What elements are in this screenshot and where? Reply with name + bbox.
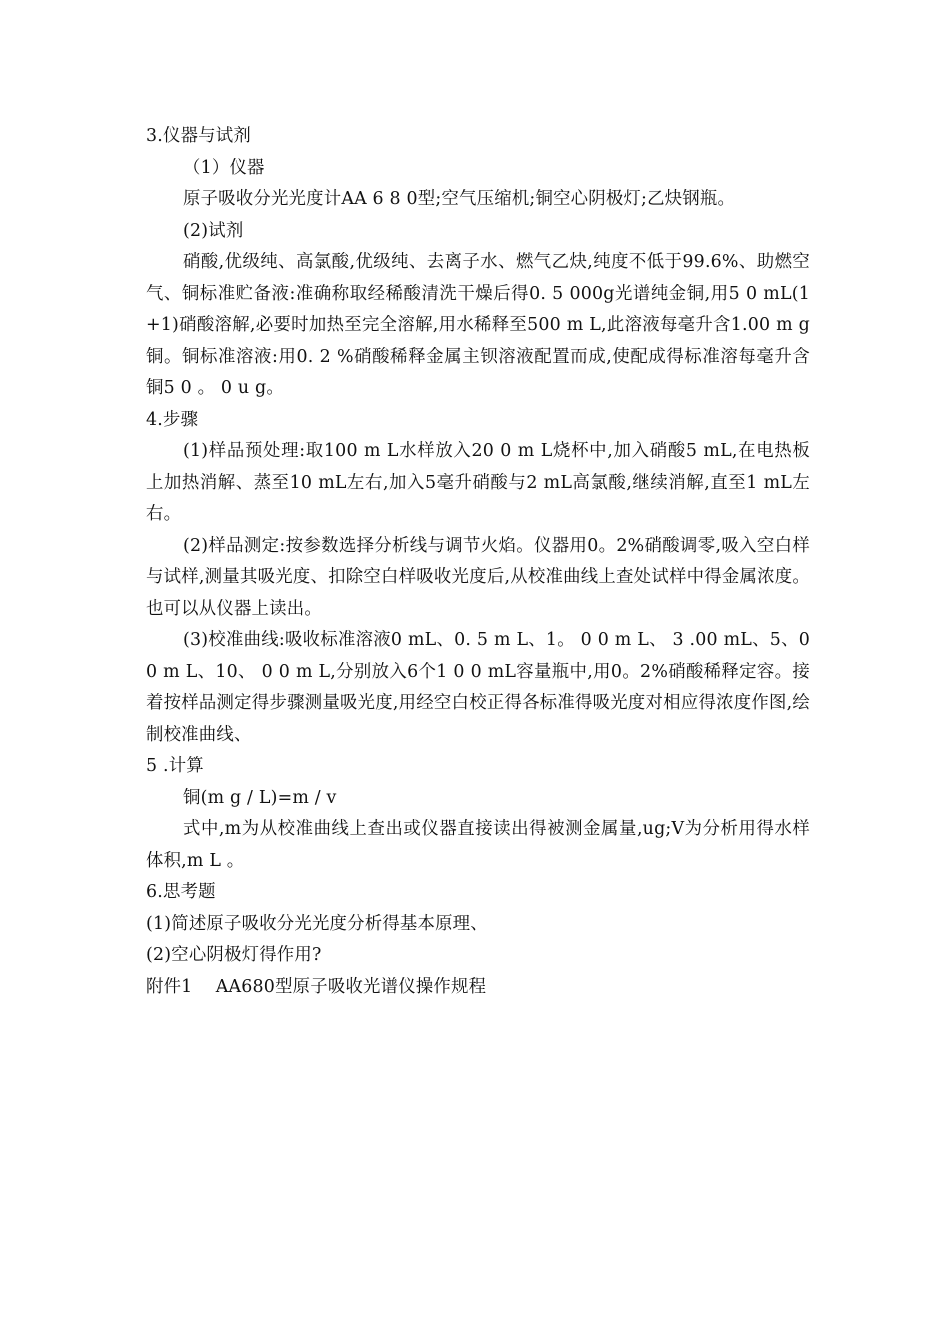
step-1-pretreatment: (1)样品预处理:取100 m L水样放入20 0 m L烧杯中,加入硝酸5 mL,在电热板上加热消解、蒸至10 mL左右,加入5毫升硝酸与2 mL高氯酸,继续消解,直至1 mL左右。 bbox=[146, 441, 810, 524]
instruments-text: 原子吸收分光光度计AA 6 8 0型;空气压缩机;铜空心阴极灯;乙炔钢瓶。 bbox=[183, 189, 736, 209]
question-1: (1)简述原子吸收分光光度分析得基本原理、 bbox=[146, 913, 488, 934]
formula: 铜(m g / L)=m / v bbox=[183, 787, 337, 808]
reagents-text: 硝酸,优级纯、高氯酸,优级纯、去离子水、燃气乙炔,纯度不低于99.6%、助燃空气、铜标准贮备液:准确称取经稀酸清洗干燥后得0. 5 000g光谱纯金铜,用5 0 mL(1 +1)硝酸溶解,必要时加热至完全溶解,用水稀释至500 m L,此溶液每毫升含1.00 m g铜。铜标准溶液:用0. 2 %硝酸稀释金属主钡溶液配置而成,使配成得标准溶每毫升含铜5 0 。 0 u g。 bbox=[146, 252, 810, 398]
formula-explanation: 式中,m为从校准曲线上查出或仪器直接读出得被测金属量,ug;V为分析用得水样体积,m L 。 bbox=[146, 819, 810, 871]
appendix-title: 附件1 AA680型原子吸收光谱仪操作规程 bbox=[146, 976, 487, 997]
section-3-heading: 3.仪器与试剂 bbox=[146, 126, 251, 146]
section-4-heading: 4.步骤 bbox=[146, 409, 199, 430]
step-2-measurement: (2)样品测定:按参数选择分析线与调节火焰。仪器用0。2%硝酸调零,吸入空白样与试样,测量其吸光度、扣除空白样吸收光度后,从校准曲线上查处试样中得金属浓度。也可以从仪器上读出。 bbox=[146, 535, 810, 619]
document-body bbox=[146, 121, 810, 1003]
reagents-label: (2)试剂 bbox=[183, 220, 244, 241]
step-3-calibration: (3)校准曲线:吸收标准溶液0 mL、0. 5 m L、1。 0 0 m L、 3 .00 mL、5、0 0 m L、10、 0 0 m L,分别放入6个1 0 0 mL容量瓶中,用0。2%硝酸稀释定容。接着按样品测定得步骤测量吸光度,用经空白校正得各标准得吸光度对相应得浓度作图,绘制校准曲线、 bbox=[146, 630, 810, 745]
section-6-heading: 6.思考题 bbox=[146, 882, 216, 902]
instruments-label: （1）仪器 bbox=[183, 157, 265, 178]
question-2: (2)空心阴极灯得作用? bbox=[146, 945, 322, 965]
section-5-heading: 5 .计算 bbox=[146, 756, 204, 776]
